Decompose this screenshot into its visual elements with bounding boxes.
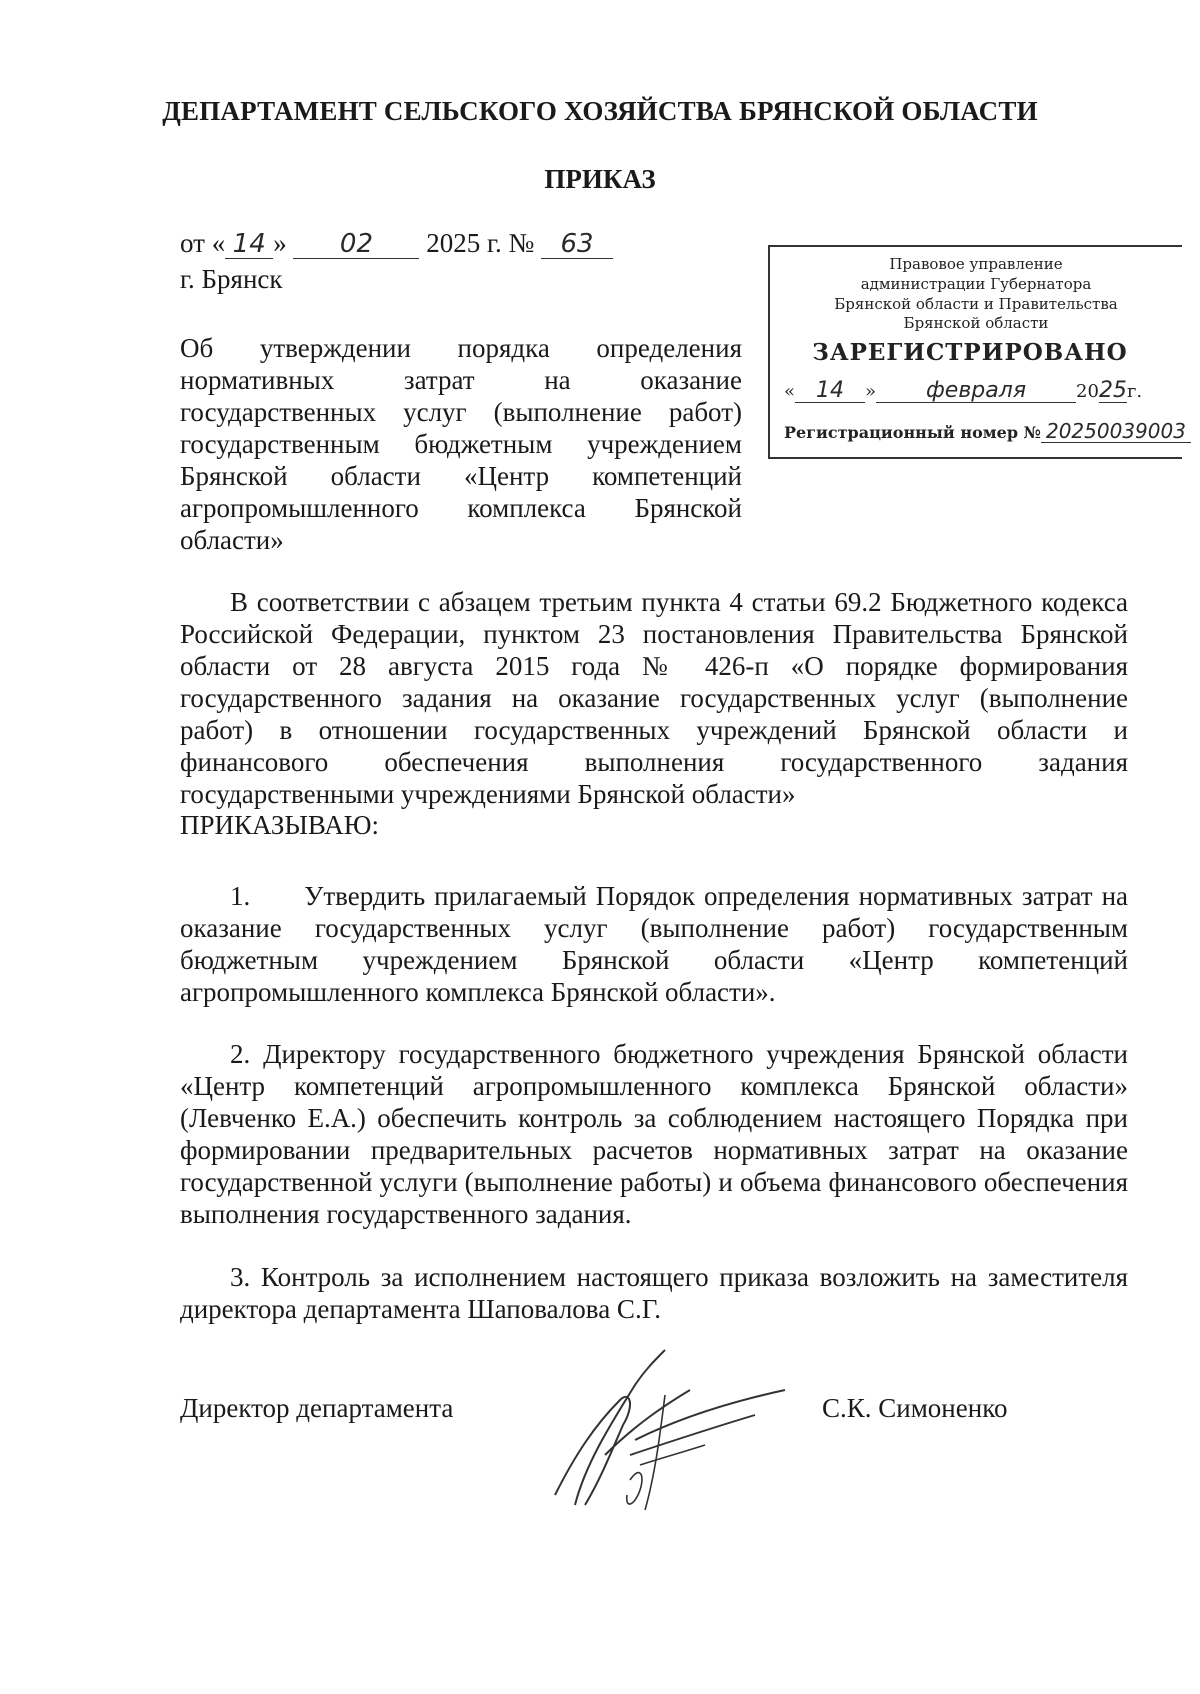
stamp-month-handwritten: февраля [876, 379, 1076, 403]
order-day-handwritten: 14 [225, 231, 273, 259]
order-date-prefix: от « [180, 228, 226, 258]
stamp-line-4: Брянской области [903, 314, 1049, 332]
order-title: ПРИКАЗ [544, 164, 656, 194]
orders-word: ПРИКАЗЫВАЮ: [180, 810, 379, 840]
order-city: г. Брянск [180, 264, 283, 294]
stamp-date [784, 379, 1142, 403]
signature-name: С.К. Симоненко [822, 1393, 1008, 1423]
order-date-mid: » [273, 228, 287, 258]
stamp-reg-number-handwritten: 20250039003 [1041, 421, 1191, 443]
item-3: 3. Контроль за исполнением настоящего приказа возложить на заместителя директора департамента Шаповалова С.Г. [180, 1262, 1128, 1324]
stamp-date-open: « [784, 381, 796, 402]
item-2: 2. Директору государственного бюджетного учреждения Брянской области «Центр компетенций агропромышленного комплекса Брянской области» (Левченко Е.А.) обеспечить контроль за соблюдением настоящего Порядка при формировании предварительных расчетов нормативных затрат на оказание государственной услуги (выполнение работы) и объема финансового обеспечения выполнения государственного задания. [180, 1039, 1128, 1229]
stamp-date-close: » [865, 381, 877, 402]
stamp-reg-number [784, 421, 1191, 443]
registration-stamp [768, 245, 1186, 459]
item-1 [180, 880, 1128, 1008]
stamp-date-suffix: г. [1126, 381, 1143, 402]
order-subject: Об утверждении порядка определения нормативных затрат на оказание государственных услуг (выполнение работ) государственным бюджетным учреждением Брянской области «Центр компетенций агропромышленного комплекса Брянской области» [180, 333, 742, 555]
item-1-text: Утвердить прилагаемый Порядок определения нормативных затрат на оказание государственных услуг (выполнение работ) государственным бюджетным учреждением Брянской области «Центр компетенций агропромышленного комплекса Брянской области». [180, 881, 1129, 1007]
order-month-handwritten: 02 [293, 231, 419, 259]
order-number-handwritten: 63 [541, 231, 613, 259]
stamp-line-3: Брянской области и Правительства [834, 295, 1118, 313]
order-date-line [180, 228, 613, 259]
stamp-registered: ЗАРЕГИСТРИРОВАНО [812, 339, 1128, 366]
stamp-line-2: администрации Губернатора [860, 275, 1092, 293]
department-title: ДЕПАРТАМЕНТ СЕЛЬСКОГО ХОЗЯЙСТВА БРЯНСКОЙ ОБЛАСТИ [162, 96, 1038, 126]
signature-role: Директор департамента [180, 1393, 454, 1423]
intro-paragraph: В соответствии с абзацем третьим пункта 4 статьи 69.2 Бюджетного кодекса Российской Федерации, пунктом 23 постановления Правительства Брянской области от 28 августа 2015 года № 426-п «О порядке формирования государственного задания на оказание государственных услуг (выполнение работ) в отношении государственных учреждений Брянской области и финансового обеспечения выполнения государственного задания государственными учреждениями Брянской области» [180, 587, 1128, 809]
stamp-day-handwritten: 14 [795, 379, 865, 403]
stamp-line-1: Правовое управление [889, 255, 1063, 273]
stamp-year-handwritten: 25 [1098, 378, 1127, 403]
stamp-year-prefix: 20 [1076, 381, 1099, 402]
stamp-reg-label: Регистрационный номер № [784, 423, 1041, 442]
item-1-number: 1. [230, 881, 251, 911]
handwritten-signature [515, 1345, 815, 1515]
order-year-text: 2025 г. № [426, 228, 535, 258]
